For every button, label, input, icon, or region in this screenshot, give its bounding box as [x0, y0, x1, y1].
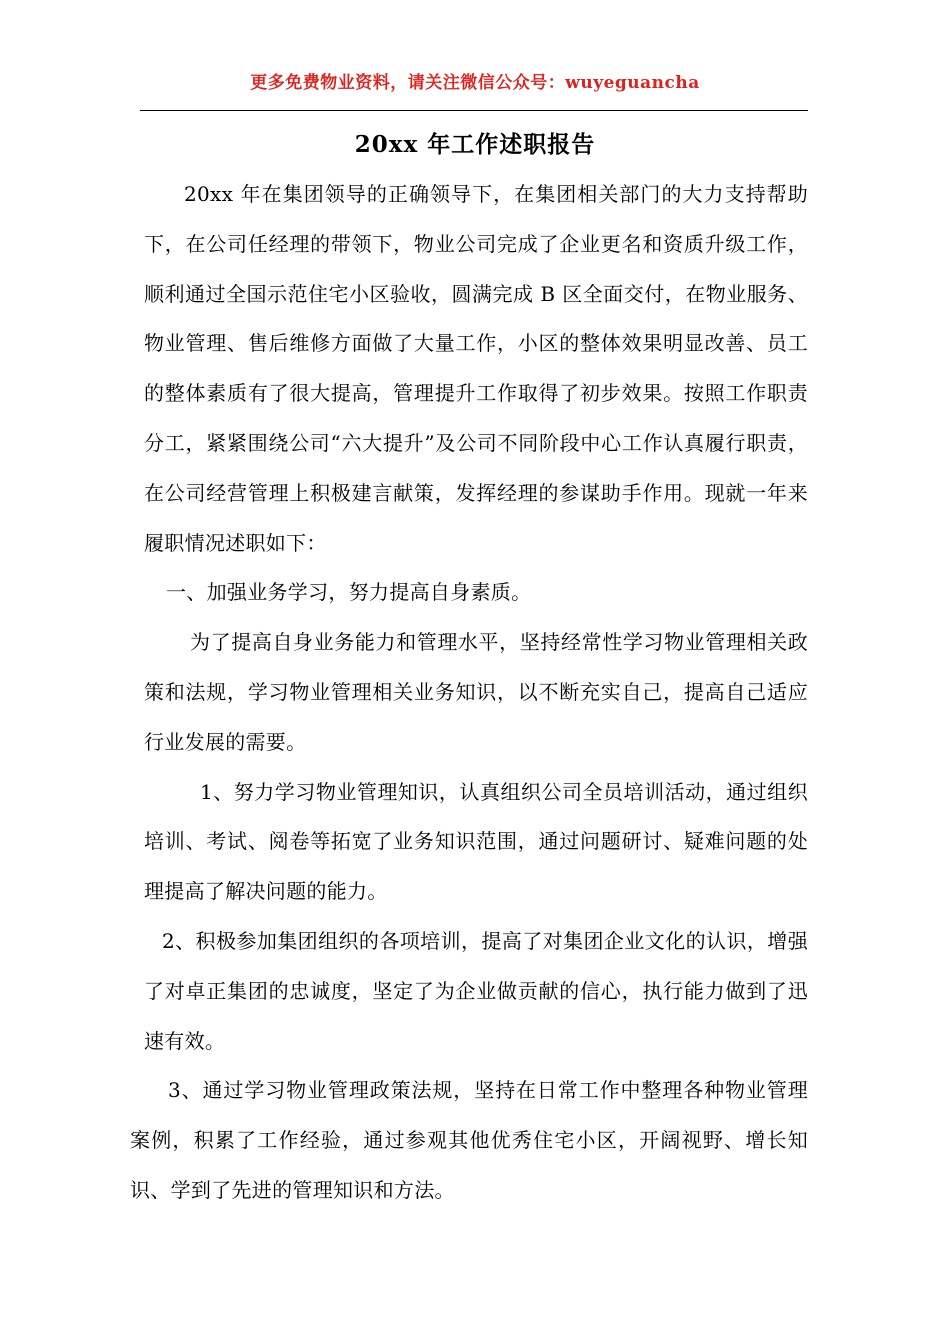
document-body	[130, 170, 808, 1216]
list-item-3: 3、通过学习物业管理政策法规，坚持在日常工作中整理各种物业管理案例，积累了工作经验，通过参观其他优秀住宅小区，开阔视野、增长知识、学到了先进的管理知识和方法。	[130, 1078, 808, 1202]
list-item-2: 2、积极参加集团组织的各项培训，提高了对集团企业文化的认识，增强了对卓正集团的忠诚度，坚定了为企业做贡献的信心，执行能力做到了迅速有效。	[144, 928, 808, 1053]
document-title: 20xx 年工作述职报告	[354, 131, 596, 158]
list-item-1: 1、努力学习物业管理知识，认真组织公司全员培训活动，通过组织培训、考试、阅卷等拓宽了业务知识范围，通过问题研讨、疑难问题的处理提高了解决问题的能力。	[144, 779, 808, 904]
header-divider	[140, 110, 808, 111]
header-promo-note: 更多免费物业资料，请关注微信公众号：wuyeguancha	[250, 73, 700, 93]
intro-paragraph: 20xx 年在集团领导的正确领导下，在集团相关部门的大力支持帮助下，在公司任经理的带领下，物业公司完成了企业更名和资质升级工作，顺利通过全国示范住宅小区验收，圆满完成 B 区全面交付，在物业服务、物业管理、售后维修方面做了大量工作，小区的整体效果明显改善、员工的整体素质有了很大提高，管理提升工作取得了初步效果。按照工作职责分工，紧紧围绕公司“六大提升”及公司不同阶段中心工作认真履行职责，在公司经营管理上积极建言献策，发挥经理的参谋助手作用。现就一年来履职情况述职如下：	[144, 182, 808, 555]
section-heading-1: 一、加强业务学习，努力提高自身素质。	[166, 580, 532, 605]
section-paragraph: 为了提高自身业务能力和管理水平，坚持经常性学习物业管理相关政策和法规，学习物业管理相关业务知识，以不断充实自己，提高自己适应行业发展的需要。	[144, 630, 808, 754]
